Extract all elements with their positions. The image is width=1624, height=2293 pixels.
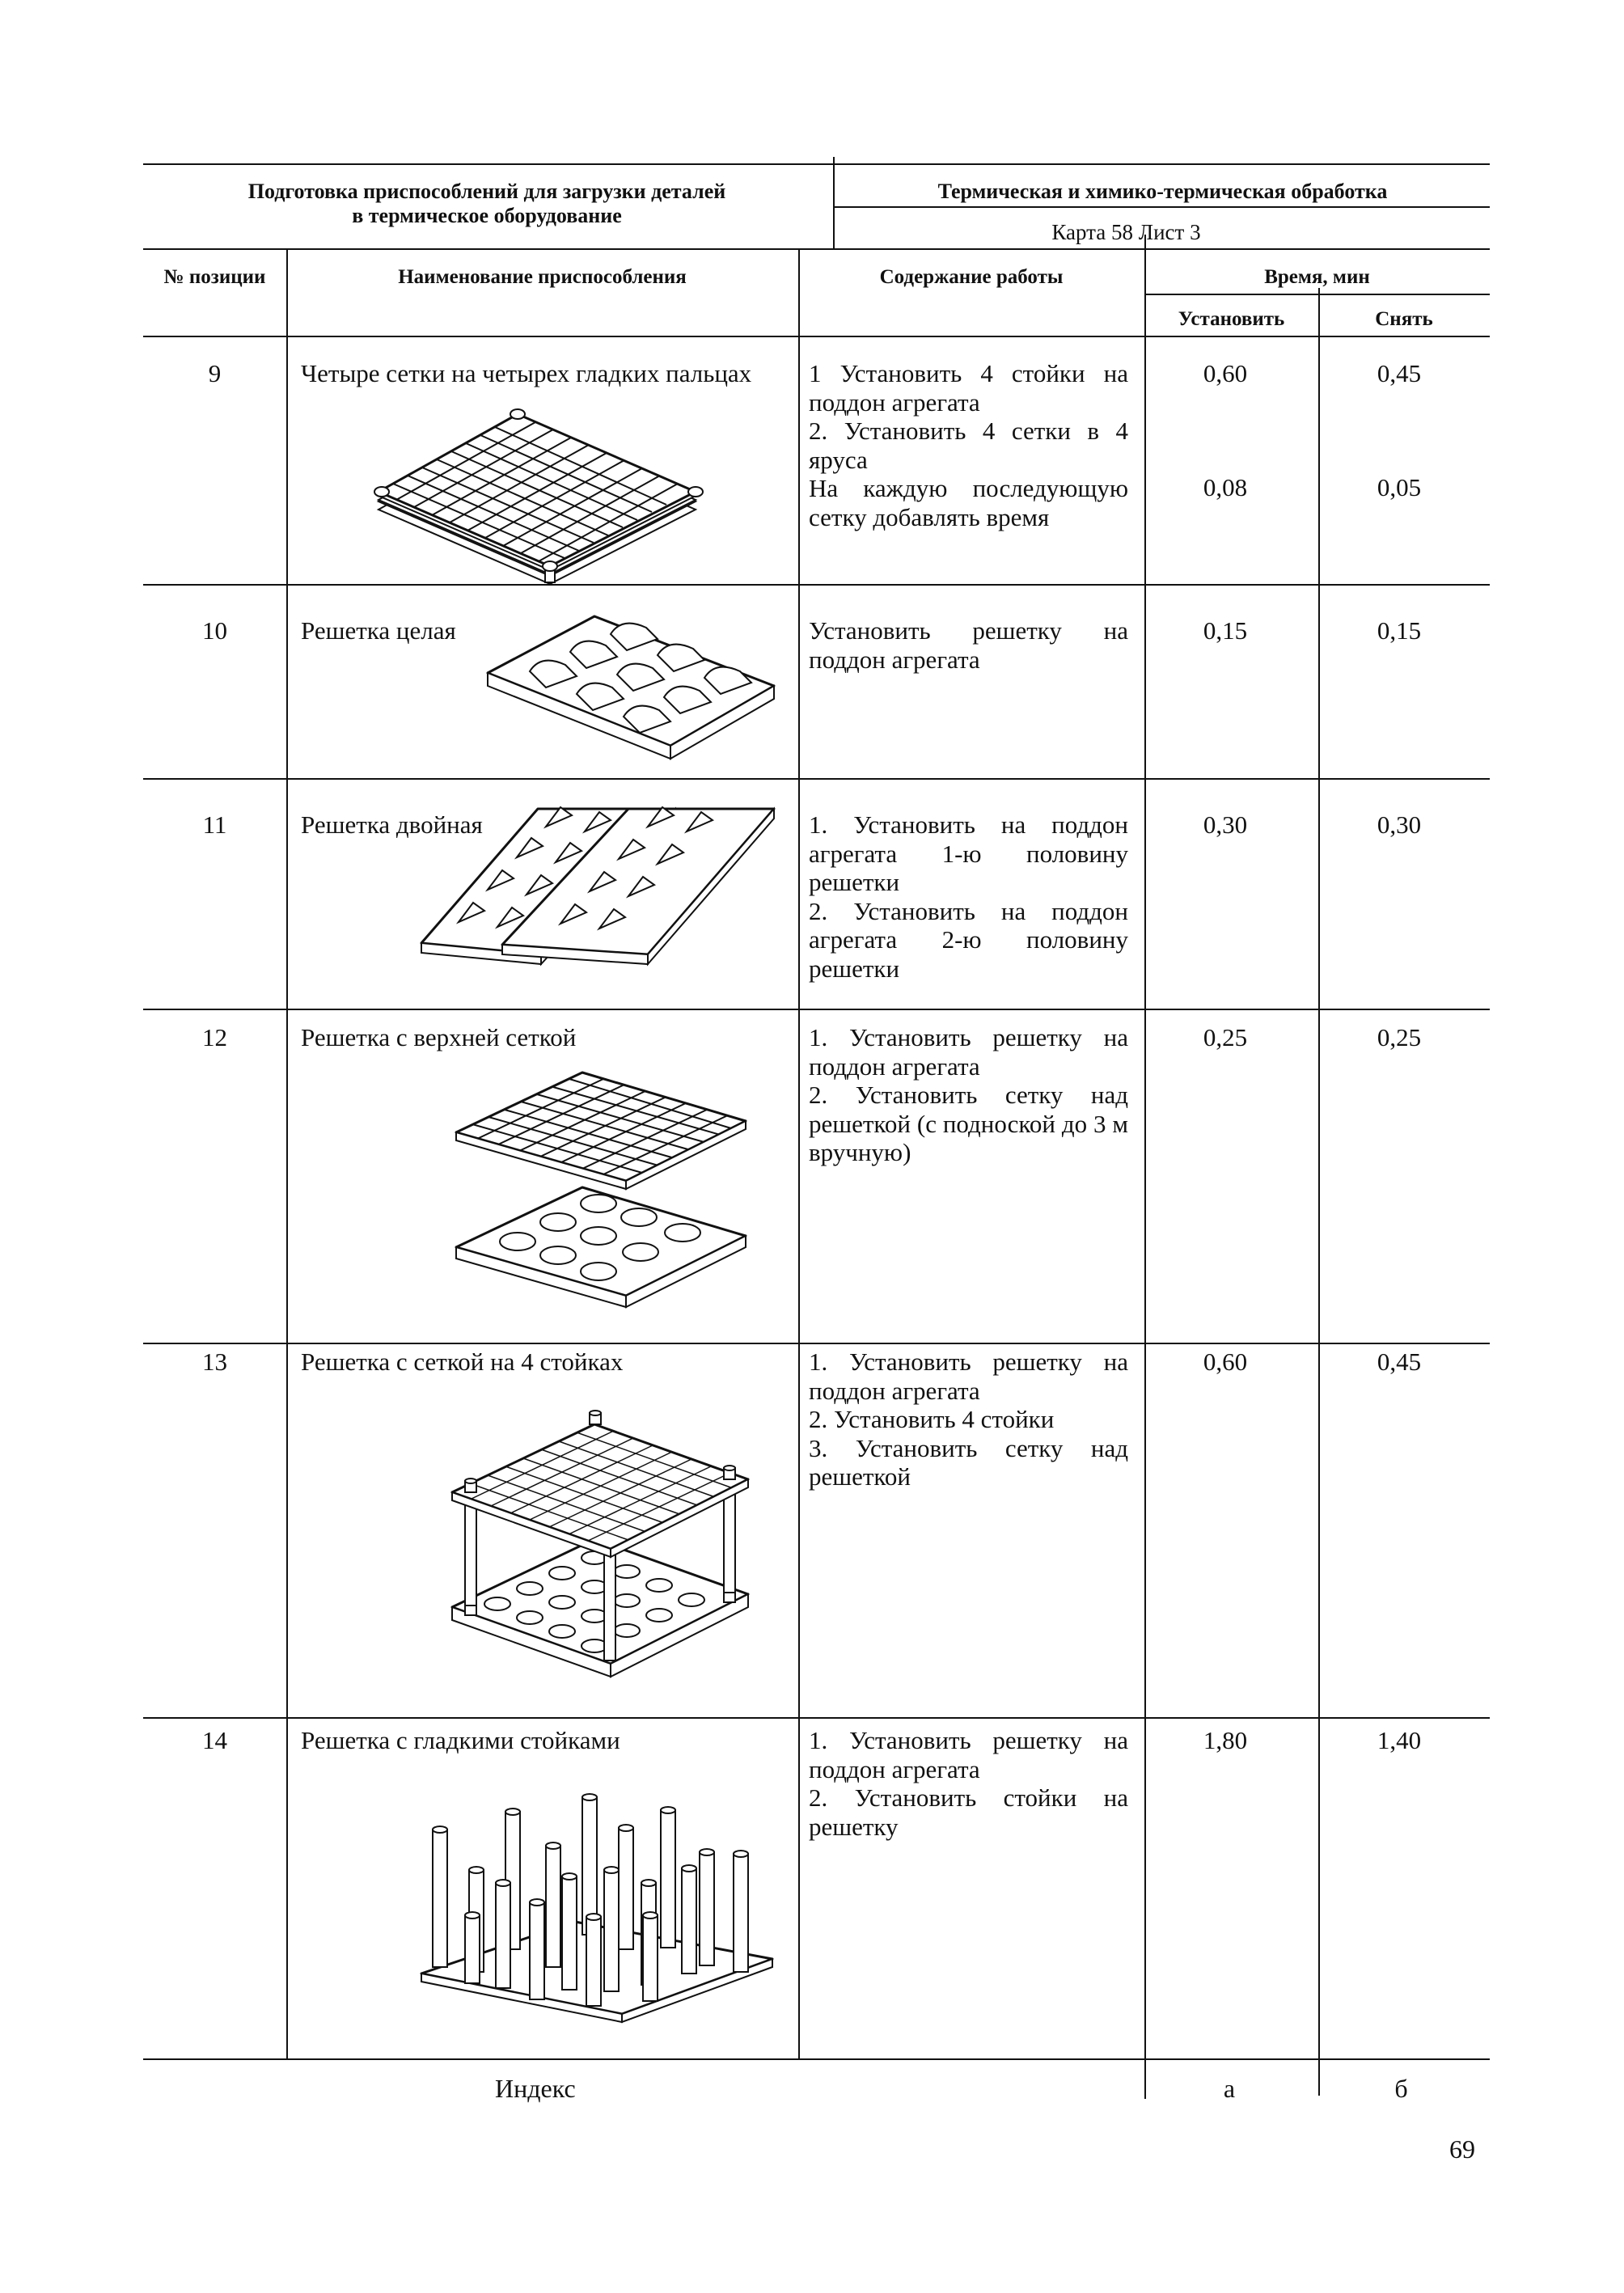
- index-label: Индекс: [495, 2074, 576, 2103]
- row-12-number: 12: [202, 1023, 227, 1051]
- row-9-step-2: 2. Установить 4 сетки в 4 яруса: [809, 417, 1128, 474]
- row-10-install: 0,15: [1203, 616, 1248, 645]
- row-14-step-2: 2. Установить стойки на решетку: [809, 1783, 1128, 1841]
- row-14-step-1: 1. Установить решетку на поддон агрегата: [809, 1726, 1128, 1783]
- row-13-step-1: 1. Установить решетку на поддон агрегата: [809, 1347, 1128, 1405]
- row-11-step-2: 2. Установить на поддон агрегата 2-ю половину решетки: [809, 896, 1128, 983]
- row-9-remove-1: 0,45: [1377, 359, 1422, 387]
- row-13-number: 13: [202, 1347, 227, 1376]
- rule-row-12: [143, 1343, 1490, 1344]
- left-title: [147, 180, 827, 228]
- row-10-remove: 0,15: [1377, 616, 1422, 645]
- row-13-remove: 0,45: [1377, 1347, 1422, 1376]
- page-number: 69: [1449, 2134, 1475, 2164]
- left-title-line1: Подготовка приспособлений для загрузки деталей: [247, 180, 726, 203]
- row-11-steps: [809, 810, 1128, 984]
- rule-header-bottom: [143, 248, 1490, 250]
- row-9-number: 9: [208, 359, 222, 387]
- row-13-steps: [809, 1347, 1128, 1491]
- row-11-install: 0,30: [1203, 810, 1248, 839]
- col-header-name: Наименование приспособления: [398, 266, 687, 288]
- row-14-steps: [809, 1726, 1128, 1841]
- row-14-figure-grate-with-posts: [417, 1779, 780, 2022]
- rule-time-sub: [1144, 294, 1490, 295]
- rule-right-header-mid: [833, 206, 1490, 208]
- rule-col-a: [286, 248, 288, 2060]
- card-sheet: Карта 58 Лист 3: [1051, 220, 1201, 244]
- row-12-step-1: 1. Установить решетку на поддон агрегата: [809, 1023, 1128, 1081]
- row-9-name: Четыре сетки на четырех гладких пальцах: [301, 359, 752, 387]
- rule-top: [143, 163, 1490, 165]
- row-12-remove: 0,25: [1377, 1023, 1422, 1051]
- row-11-remove: 0,30: [1377, 810, 1422, 839]
- row-11-name: Решетка двойная: [301, 810, 483, 839]
- col-header-position: № позиции: [163, 266, 266, 288]
- row-10-figure-solid-grate: [481, 607, 780, 768]
- row-11-step-1: 1. Установить на поддон агрегата 1-ю половину решетки: [809, 810, 1128, 897]
- row-10-name: Решетка целая: [301, 616, 456, 645]
- rule-col-d: [1318, 288, 1320, 2096]
- row-12-install: 0,25: [1203, 1023, 1248, 1051]
- row-11-number: 11: [202, 810, 227, 839]
- row-14-number: 14: [202, 1726, 227, 1754]
- col-header-remove: Снять: [1375, 308, 1433, 330]
- right-title: Термическая и химико-термическая обработка: [937, 180, 1388, 203]
- row-9-install-2: 0,08: [1203, 473, 1248, 501]
- row-10-step-1: Установить решетку на поддон агрегата: [809, 616, 1128, 674]
- row-10-number: 10: [202, 616, 227, 645]
- row-14-install: 1,80: [1203, 1726, 1248, 1754]
- rule-row-11: [143, 1009, 1490, 1010]
- left-title-line2: в термическое оборудование: [352, 204, 622, 227]
- row-11-figure-double-grate: [417, 801, 780, 979]
- rule-columns-bottom: [143, 336, 1490, 337]
- row-12-step-2: 2. Установить сетку над решеткой (с подноской до 3 м вручную): [809, 1081, 1128, 1167]
- row-12-figure-grate-with-mesh: [453, 1068, 752, 1335]
- index-a: а: [1223, 2074, 1236, 2103]
- row-12-name: Решетка с верхней сеткой: [301, 1023, 577, 1051]
- row-9-steps: [809, 359, 1128, 532]
- row-14-name: Решетка с гладкими стойками: [301, 1726, 620, 1754]
- row-13-step-2: 2. Установить 4 стойки: [809, 1405, 1055, 1434]
- row-13-name: Решетка с сеткой на 4 стойках: [301, 1347, 624, 1376]
- col-header-content: Содержание работы: [879, 266, 1064, 288]
- rule-row-9: [143, 584, 1490, 586]
- rule-row-10: [143, 778, 1490, 780]
- rule-col-b: [798, 248, 800, 2060]
- row-9-install-1: 0,60: [1203, 359, 1248, 387]
- col-header-install: Установить: [1178, 308, 1285, 330]
- row-12-steps: [809, 1023, 1128, 1167]
- row-13-install: 0,60: [1203, 1347, 1248, 1376]
- rule-row-13: [143, 1717, 1490, 1719]
- row-9-remove-2: 0,05: [1377, 473, 1422, 501]
- row-9-step-1: 1 Установить 4 стойки на поддон агрегата: [809, 359, 1128, 417]
- rule-table-bottom: [143, 2058, 1490, 2060]
- row-13-step-3: 3. Установить сетку над решеткой: [809, 1433, 1128, 1491]
- row-14-remove: 1,40: [1377, 1726, 1422, 1754]
- index-b: б: [1394, 2074, 1408, 2103]
- row-10-steps: [809, 616, 1128, 674]
- row-13-figure-mesh-on-posts: [441, 1411, 764, 1686]
- rule-header-split: [833, 157, 835, 248]
- rule-col-c: [1144, 248, 1146, 2060]
- col-header-time: Время, мин: [1264, 266, 1370, 288]
- row-9-figure-stacked-grids: [372, 404, 704, 582]
- row-9-step-3: На каждую последующую сетку добавлять время: [809, 474, 1128, 531]
